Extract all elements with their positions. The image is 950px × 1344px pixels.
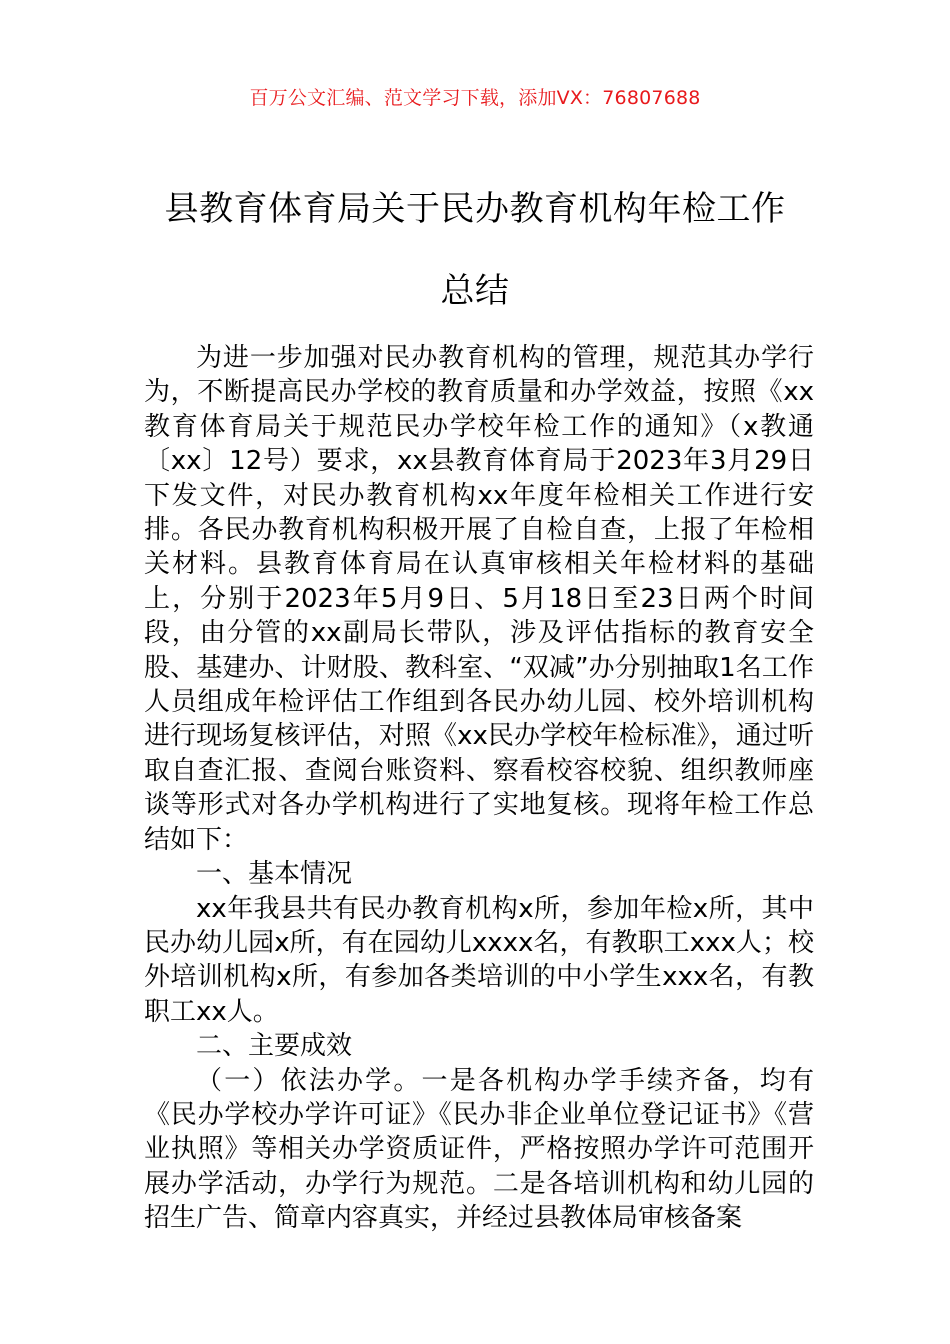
section-heading-basic-situation: 一、基本情况 <box>196 859 353 890</box>
basic-situation-paragraph: xx年我县共有民办教育机构x所，参加年检x所，其中民办幼儿园x所，有在园幼儿xxxx名，有教职工xxx人；校外培训机构x所，有参加各类培训的中小学生xxx名，有教职工xx人。 <box>144 893 814 1027</box>
intro-paragraph: 为进一步加强对民办教育机构的管理，规范其办学行为，不断提高民办学校的教育质量和办学效益，按照《xx教育体育局关于规范民办学校年检工作的通知》（x教通〔xx〕12号）要求，xx县教育体育局于2023年3月29日下发文件，对民办教育机构xx年度年检相关工作进行安排。各民办教育机构积极开展了自检自查，上报了年检相关材料。县教育体育局在认真审核相关年检材料的基础上，分别于2023年5月9日、5月18日至23日两个时间段，由分管的xx副局长带队，涉及评估指标的教育安全股、基建办、计财股、教科室、“双减”办分别抽取1名工作人员组成年检评估工作组到各民办幼儿园、校外培训机构进行现场复核评估，对照《xx民办学校年检标准》，通过听取自查汇报、查阅台账资料、察看校容校貌、组织教师座谈等形式对各办学机构进行了实地复核。现将年检工作总结如下： <box>144 343 814 855</box>
document-body <box>144 341 814 1236</box>
lawful-operation-paragraph: （一）依法办学。一是各机构办学手续齐备，均有《民办学校办学许可证》《民办非企业单位登记证书》《营业执照》等相关办学资质证件，严格按照办学许可范围开展办学活动，办学行为规范。二是各培训机构和幼儿园的招生广告、简章内容真实，并经过县教体局审核备案 <box>144 1065 814 1234</box>
section-heading-main-results: 二、主要成效 <box>196 1031 353 1062</box>
title-line-2: 总结 <box>440 271 510 311</box>
promo-banner: 百万公文汇编、范文学习下载，添加VX：76807688 <box>249 87 701 109</box>
title-line-1: 县教育体育局关于民办教育机构年检工作 <box>164 189 786 229</box>
document-title <box>100 168 850 332</box>
